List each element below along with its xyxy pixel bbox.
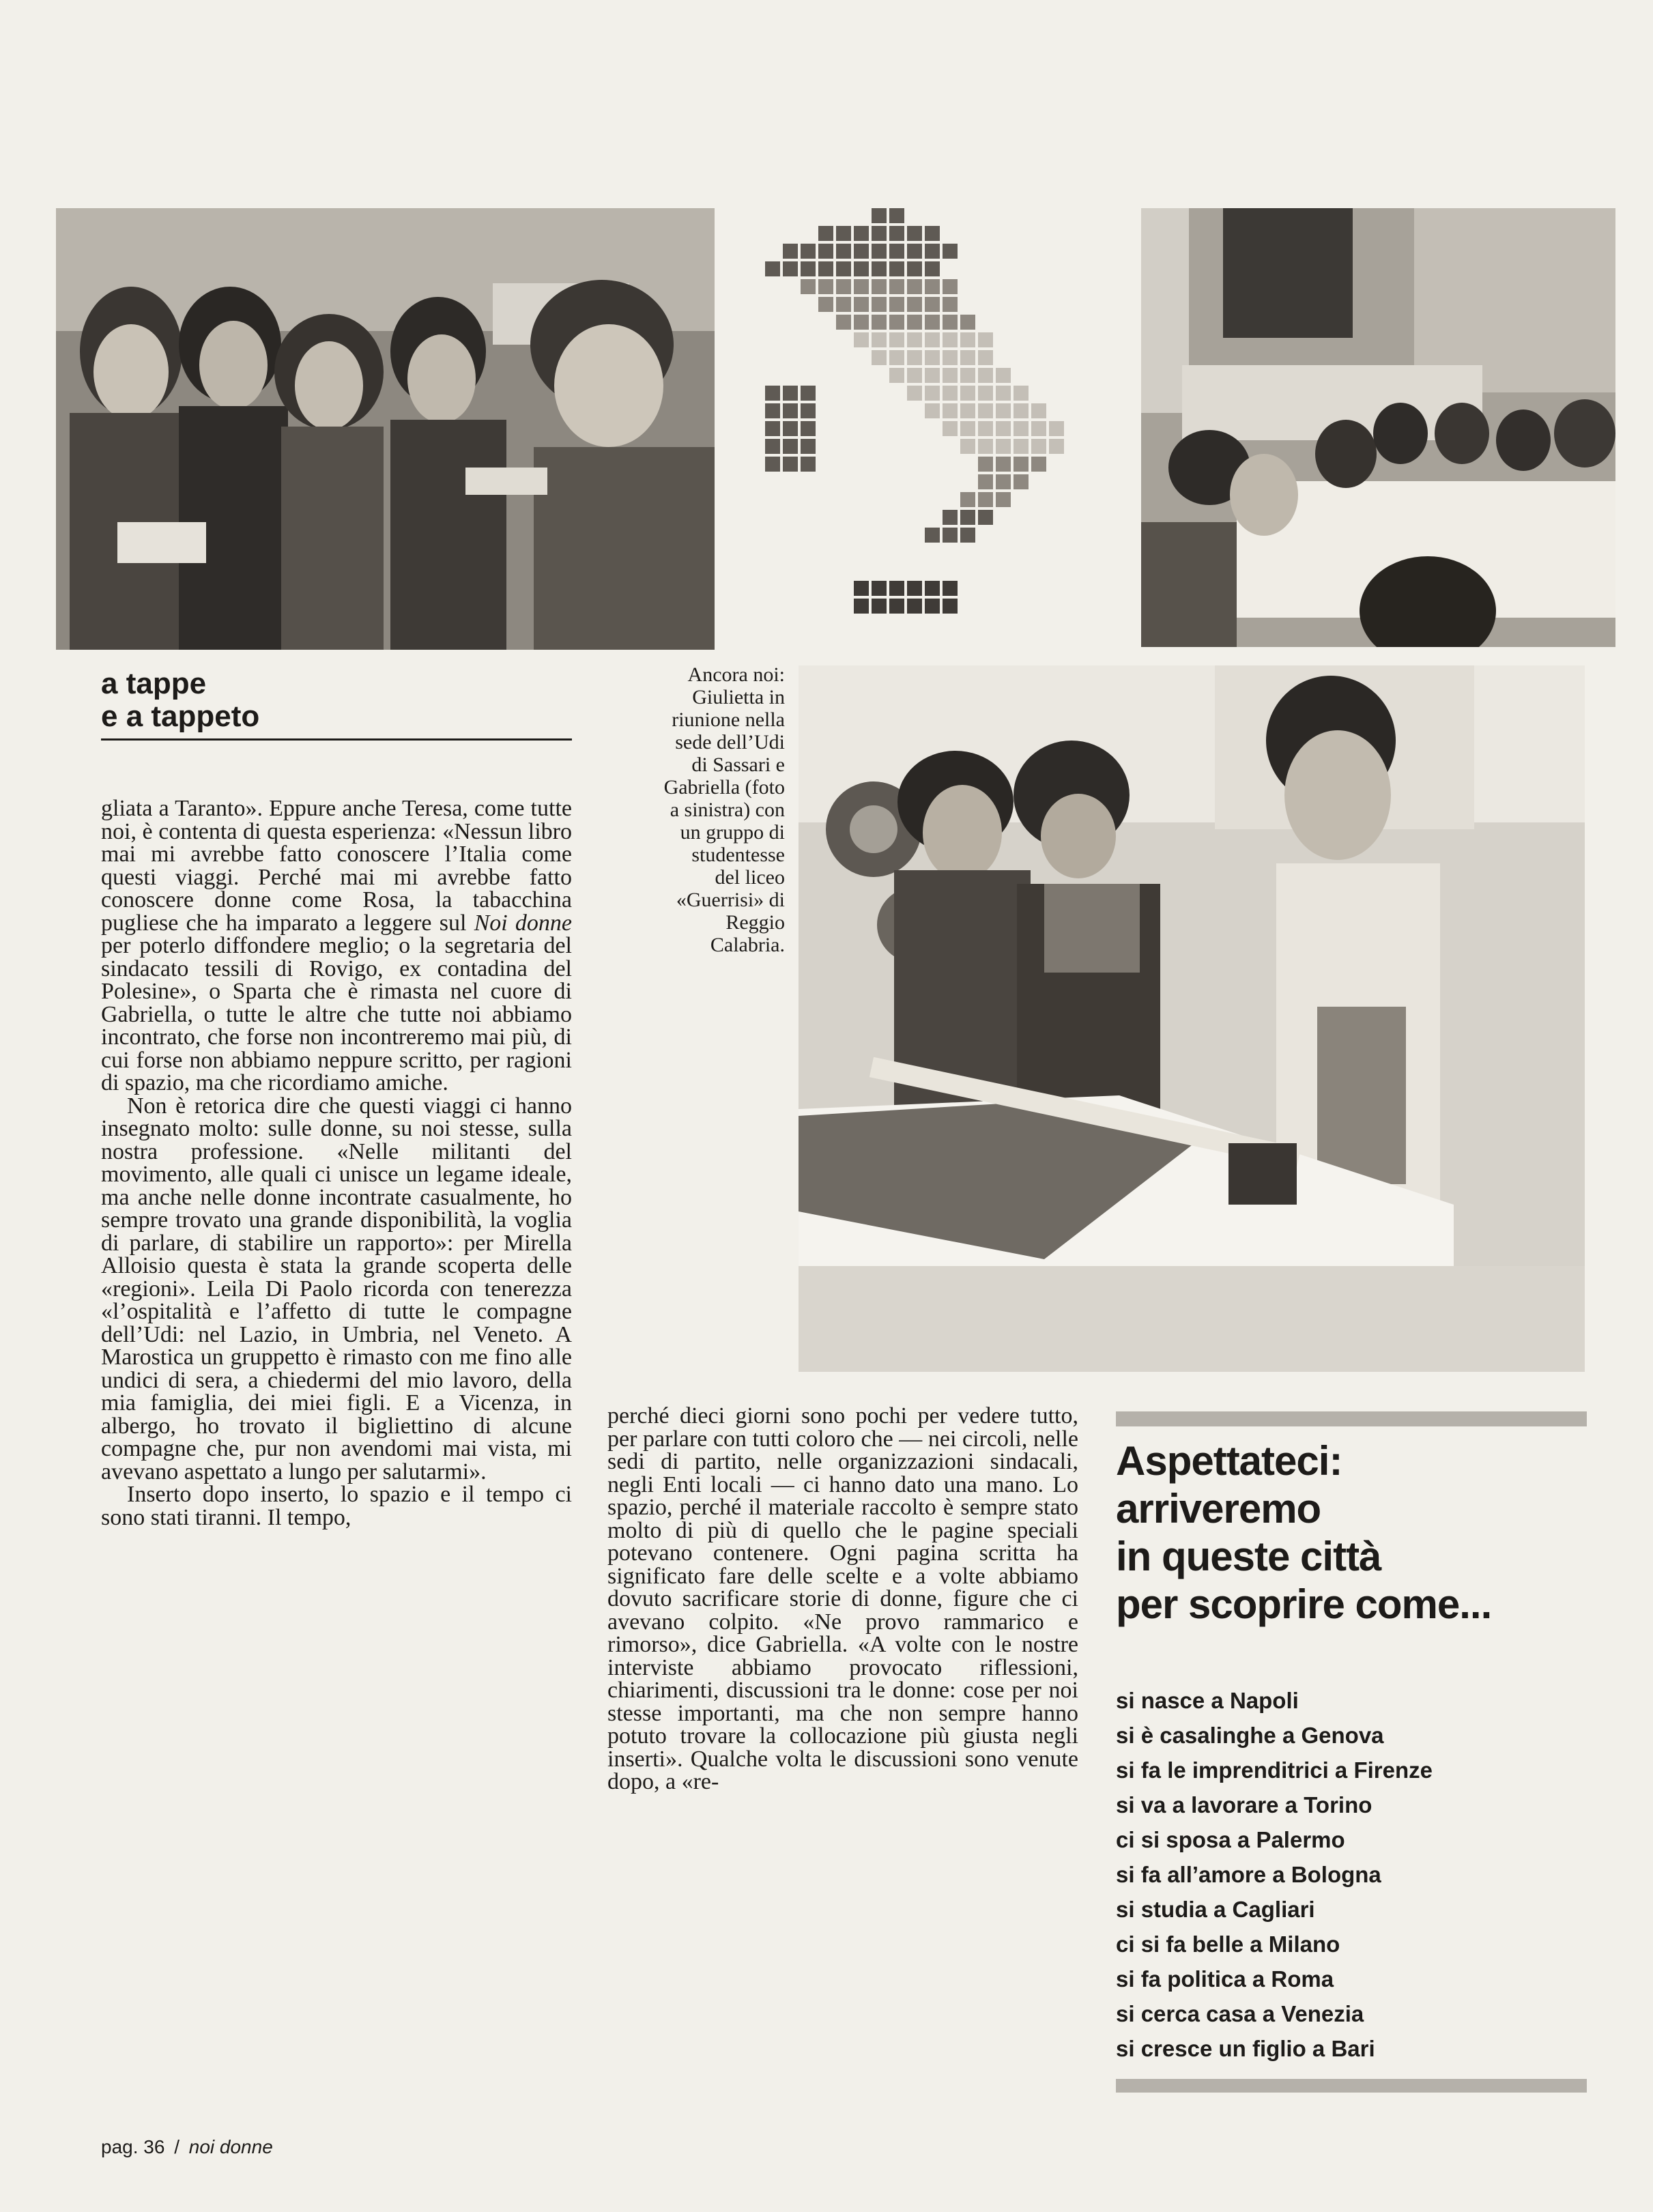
map-cell	[978, 386, 993, 401]
city-list-item: si nasce a Napoli	[1116, 1688, 1299, 1713]
city-list-item: si va a lavorare a Torino	[1116, 1792, 1372, 1818]
article-column-2	[607, 1405, 1078, 1794]
section-heading	[101, 667, 579, 733]
map-cell	[836, 315, 851, 330]
caption-line: Ancora noi:	[687, 663, 785, 686]
map-cell	[1049, 439, 1064, 454]
map-cell	[854, 261, 869, 276]
map-cell	[925, 368, 940, 383]
map-cell	[1031, 439, 1046, 454]
map-cell	[925, 244, 940, 259]
map-cell	[907, 226, 922, 241]
map-cell	[836, 261, 851, 276]
sidebox-title-line: in queste città	[1116, 1534, 1381, 1579]
map-cell	[960, 439, 975, 454]
map-cell	[960, 315, 975, 330]
students-group-photo	[56, 208, 715, 650]
map-cell	[1014, 474, 1029, 489]
paragraph: Non è retorica dire che questi viaggi ci hanno insegnato molto: sulle donne, su noi stesse, sulla nostra professione. «Nelle militanti del movimento, alle quali ci unisce un legame ideale, ma anche nelle donne incontrate casualmente, ho sempre trovato una grande disponibilità, la voglia di parlare, di stabilire un rapporto»: per Mirella Alloisio questa è stata la grande scoperta delle «regioni». Leila Di Paolo ricorda con tenerezza «l’ospitalità e l’affetto di tutte le compagne dell’Udi: nel Lazio, in Umbria, nel Veneto. A Marostica un gruppetto è rimasto con me fino alle undici di sera, a chiedermi del mio lavoro, della mia famiglia, dei miei figli. E a Vicenza, in albergo, ho trovato il bigliettino di alcune compagne che, pur non avendomi mai vista, mi avevano aspettato a lungo per salutarmi».	[101, 1093, 572, 1484]
map-cell	[960, 403, 975, 418]
map-cell-sardinia	[765, 386, 780, 401]
map-cell	[836, 244, 851, 259]
city-list-item: si studia a Cagliari	[1116, 1897, 1315, 1922]
map-cell	[960, 368, 975, 383]
city-list-item: si cresce un figlio a Bari	[1116, 2036, 1375, 2061]
city-list-item: si fa le imprenditrici a Firenze	[1116, 1757, 1433, 1783]
map-cell	[943, 332, 958, 347]
map-cell	[1049, 421, 1064, 436]
map-cell	[943, 279, 958, 294]
map-cell	[1014, 457, 1029, 472]
map-cell	[978, 474, 993, 489]
map-cell	[854, 279, 869, 294]
map-cell	[854, 315, 869, 330]
map-cell	[960, 421, 975, 436]
map-cell	[907, 279, 922, 294]
map-cell	[943, 350, 958, 365]
map-cell-sardinia	[801, 403, 816, 418]
sidebox-title-line: per scoprire come...	[1116, 1581, 1492, 1627]
map-cell-sardinia	[801, 421, 816, 436]
article-column-1	[101, 797, 572, 1529]
meeting-room-photo	[1141, 208, 1615, 647]
caption-line: sede dell’Udi	[675, 731, 785, 753]
map-cell-sardinia	[765, 403, 780, 418]
map-cell	[854, 226, 869, 241]
sidebox-top-rule	[1116, 1411, 1587, 1426]
map-cell	[836, 279, 851, 294]
map-cell	[907, 261, 922, 276]
map-cell	[960, 492, 975, 507]
map-cell	[889, 368, 904, 383]
map-cell-sardinia	[801, 457, 816, 472]
map-cell	[801, 279, 816, 294]
footer-separator: /	[174, 2136, 179, 2157]
map-cell-sicily	[943, 581, 958, 596]
map-cell-sardinia	[801, 439, 816, 454]
section-heading-line1: a tappe	[101, 667, 207, 700]
map-cell	[960, 350, 975, 365]
map-cell	[978, 510, 993, 525]
map-cell	[996, 492, 1011, 507]
kitchen-women-photo	[799, 665, 1585, 1372]
map-cell	[978, 350, 993, 365]
map-cell	[854, 244, 869, 259]
map-cell	[996, 403, 1011, 418]
map-cell	[996, 439, 1011, 454]
map-cell	[943, 528, 958, 543]
map-cell	[889, 226, 904, 241]
caption-line: «Guerrisi» di	[676, 889, 785, 911]
map-cell-sardinia	[783, 457, 798, 472]
map-cell	[943, 386, 958, 401]
italy-pixel-map	[734, 205, 1116, 642]
map-cell	[996, 368, 1011, 383]
map-cell-sicily	[872, 599, 887, 614]
map-cell	[907, 368, 922, 383]
map-cell	[925, 332, 940, 347]
map-cell	[818, 244, 833, 259]
italy-map-svg	[734, 205, 1116, 642]
map-cell-sicily	[854, 599, 869, 614]
map-cell	[836, 226, 851, 241]
map-cell	[765, 261, 780, 276]
city-list	[1116, 1683, 1587, 2066]
map-cell	[1031, 421, 1046, 436]
city-list-item: si fa all’amore a Bologna	[1116, 1862, 1381, 1887]
paragraph: Inserto dopo inserto, lo spazio e il tempo ci sono stati tiranni. Il tempo,	[101, 1482, 572, 1530]
map-cell	[818, 279, 833, 294]
map-cell	[925, 386, 940, 401]
map-cell	[889, 315, 904, 330]
map-cell	[978, 457, 993, 472]
map-cell	[960, 386, 975, 401]
map-cell	[925, 226, 940, 241]
city-list-item: si fa politica a Roma	[1116, 1966, 1334, 1992]
map-cell	[925, 297, 940, 312]
caption-line: del liceo	[715, 866, 785, 889]
map-cell	[960, 528, 975, 543]
map-cell-sardinia	[801, 386, 816, 401]
paragraph-text: per poterlo diffondere meglio; o la segretaria del sindacato tessili di Rovigo, ex contadina del Polesine», o Sparta che è rimasta nel cuore di Gabriella, o tutte le altre che tutte noi abbiamo incontrato, che forse non incontreremo mai più, di cui forse non abbiamo neppure scritto, per ragioni di spazio, ma che ricordiamo amiche.	[101, 933, 572, 1095]
map-cell-sicily	[907, 599, 922, 614]
map-cell-sardinia	[783, 386, 798, 401]
map-cell	[925, 279, 940, 294]
map-cell	[943, 421, 958, 436]
map-cell	[978, 439, 993, 454]
map-cell	[907, 244, 922, 259]
map-cell	[836, 297, 851, 312]
map-cell	[943, 403, 958, 418]
map-cell	[872, 226, 887, 241]
map-cell	[889, 297, 904, 312]
map-cell	[889, 261, 904, 276]
paragraph: perché dieci giorni sono pochi per vedere tutto, per parlare con tutti coloro che — nei circoli, nelle sedi di partito, nelle organizzazioni sindacali, negli Enti locali — ci hanno dato una mano. Lo spazio, perché il materiale raccolto è sempre stato molto di più di quello che le pagine speciali potevano contenere. Ogni pagina scritta ha significato fare delle scelte e a volte abbiamo dovuto sacrificare storie di donne, figure che ci avevano colpito. «Ne provo rammarico e rimorso», dice Gabriella. «A volte con le nostre interviste abbiamo provocato riflessioni, chiarimenti, discussioni tra le donne: cose per noi stesse importanti, ma che non sempre hanno potuto trovare la collocazione più giusta negli inserti». Qualche volta le discussioni sono venute dopo, a «re-	[607, 1403, 1078, 1794]
map-cell	[801, 261, 816, 276]
map-cell-sicily	[925, 581, 940, 596]
map-cell	[925, 315, 940, 330]
map-cell	[889, 279, 904, 294]
caption-line: Calabria.	[710, 934, 785, 956]
caption-line: di Sassari e	[691, 753, 785, 776]
map-cell-sardinia	[765, 421, 780, 436]
map-cell-sicily	[889, 599, 904, 614]
map-cell	[854, 297, 869, 312]
map-cell	[1014, 421, 1029, 436]
map-cell	[978, 368, 993, 383]
map-cell	[960, 332, 975, 347]
paragraph-text: gliata a Taranto». Eppure anche Teresa, come tutte noi, è contenta di questa esperienza: «Nessun libro mai mi avrebbe fatto conoscere l’Italia come questi viaggi. Perché mai mi avrebbe fatto conoscere donne come Rosa, la tabacchina pugliese che ha imparato a leggere sul	[101, 796, 572, 936]
map-cell	[978, 492, 993, 507]
map-cell-sicily	[872, 581, 887, 596]
map-cell	[996, 457, 1011, 472]
map-cell	[1014, 403, 1029, 418]
section-heading-line2: e a tappeto	[101, 700, 260, 733]
map-cell	[978, 332, 993, 347]
city-list-item: si cerca casa a Venezia	[1116, 2001, 1364, 2026]
map-cell	[818, 261, 833, 276]
map-cell-sardinia	[783, 439, 798, 454]
map-cell	[1014, 439, 1029, 454]
map-cell	[889, 244, 904, 259]
map-cell	[889, 332, 904, 347]
map-cell	[978, 403, 993, 418]
magazine-name: noi donne	[188, 2136, 273, 2157]
map-cell	[943, 510, 958, 525]
map-cell	[1014, 386, 1029, 401]
map-cell	[943, 368, 958, 383]
map-cell-sardinia	[765, 457, 780, 472]
map-cell	[996, 386, 1011, 401]
page-footer	[101, 2136, 273, 2158]
magazine-title-italic: Noi donne	[474, 910, 573, 936]
map-cell	[978, 421, 993, 436]
map-cell	[818, 226, 833, 241]
map-cell	[1031, 457, 1046, 472]
map-cell	[996, 474, 1011, 489]
photo-caption	[601, 663, 785, 956]
map-cell	[996, 421, 1011, 436]
map-cell	[818, 297, 833, 312]
sidebox-title-line: arriveremo	[1116, 1486, 1321, 1532]
map-cell	[783, 244, 798, 259]
caption-line: Giulietta in	[692, 686, 785, 708]
map-cell	[872, 261, 887, 276]
caption-line: un gruppo di	[680, 821, 785, 844]
map-cell-sardinia	[765, 439, 780, 454]
caption-line: Gabriella (foto	[663, 776, 785, 799]
map-cell	[889, 350, 904, 365]
map-cell	[907, 332, 922, 347]
sidebox-title-line: Aspettateci:	[1116, 1438, 1342, 1484]
map-cell	[889, 208, 904, 223]
sidebox-bottom-rule	[1116, 2079, 1587, 2093]
city-list-item: si è casalinghe a Genova	[1116, 1723, 1384, 1748]
map-cell	[907, 315, 922, 330]
map-cell	[925, 261, 940, 276]
caption-line: a sinistra) con	[670, 799, 785, 821]
caption-line: riunione nella	[672, 708, 785, 731]
map-cell	[925, 350, 940, 365]
map-cell	[960, 510, 975, 525]
map-cell	[907, 350, 922, 365]
map-cell	[925, 403, 940, 418]
map-cell-sicily	[854, 581, 869, 596]
map-cell	[783, 261, 798, 276]
city-list-item: ci si sposa a Palermo	[1116, 1827, 1345, 1852]
map-cell	[925, 528, 940, 543]
map-cell	[943, 244, 958, 259]
paragraph	[101, 797, 572, 1095]
sidebox-title	[1116, 1437, 1607, 1628]
city-list-item: ci si fa belle a Milano	[1116, 1931, 1340, 1957]
map-cell	[907, 297, 922, 312]
map-cell	[872, 208, 887, 223]
heading-rule	[101, 738, 572, 741]
map-cell	[872, 350, 887, 365]
map-cell	[943, 315, 958, 330]
map-cell	[872, 279, 887, 294]
map-cell	[872, 297, 887, 312]
page-number: pag. 36	[101, 2136, 165, 2157]
map-cell-sardinia	[783, 403, 798, 418]
map-cell	[854, 332, 869, 347]
map-cell	[872, 244, 887, 259]
caption-line: studentesse	[691, 844, 785, 866]
map-cell	[943, 297, 958, 312]
map-cell	[872, 332, 887, 347]
map-cell	[872, 315, 887, 330]
map-cell	[1031, 403, 1046, 418]
map-cell-sicily	[943, 599, 958, 614]
map-cell-sicily	[907, 581, 922, 596]
map-cell	[801, 244, 816, 259]
map-cell	[907, 386, 922, 401]
caption-line: Reggio	[725, 911, 785, 934]
map-cell-sardinia	[783, 421, 798, 436]
map-cell-sicily	[925, 599, 940, 614]
map-cell-sicily	[889, 581, 904, 596]
